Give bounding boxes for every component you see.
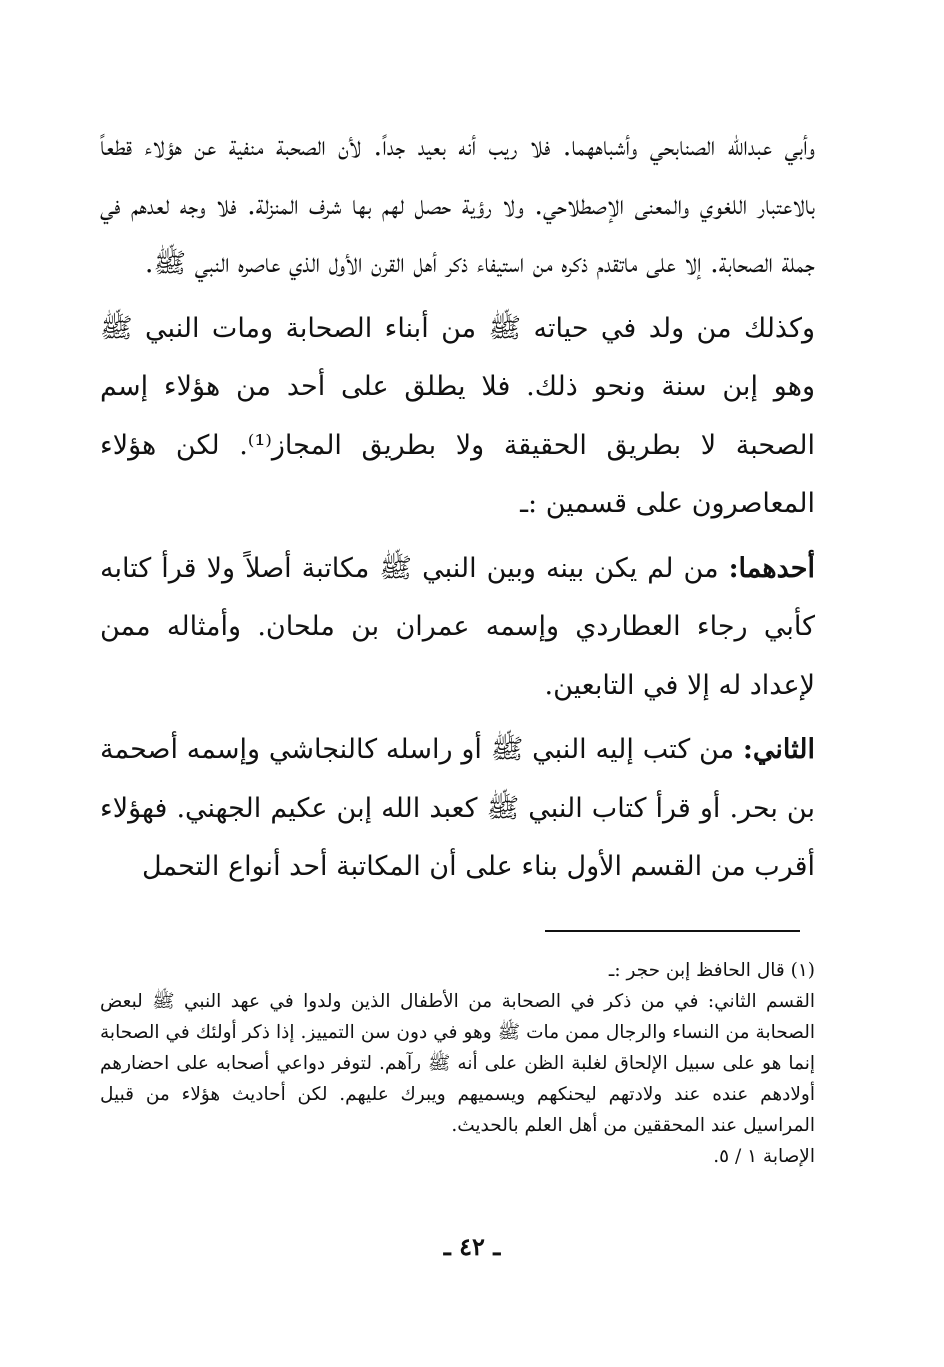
footnote-text: القسم الثاني: في من ذكر في الصحابة من الأطفال الذين ولدوا في عهد النبي ﷺ لبعض الصحابة من النساء والرجال ممن مات ﷺ وهو في دون سن التمييز. إذا ذكر أولئك في الصحابة إنما هو على سبيل الإلحاق لغلبة الظن على أنه ﷺ رآهم. لتوفر دواعي أصحابه على احضارهم أولادهم عنده عند ولادتهم ليحنكهم ويسميهم ويبرك عليهم. لكن أحاديث هؤلاء من قبيل المراسيل عند المحققين من أهل العلم بالحديث.: [100, 991, 815, 1136]
section-second-lead: الثاني:: [742, 734, 815, 765]
section-first-text: من لم يكن بينه وبين النبي ﷺ مكاتبة أصلاً ولا قرأ كتابه كأبي رجاء العطاردي وإسمه عمران بن ملحان. وأمثاله ممن لإعداد له إلا في التابعين.: [100, 552, 815, 701]
footnote-block: [100, 955, 815, 1172]
footnote-heading: (١) قال الحافظ إبن حجر :ـ: [608, 960, 815, 981]
footnote-divider: [545, 930, 800, 932]
page-number: ـ ٤٢ ـ: [443, 1232, 501, 1261]
footnote-source: الإصابة ١ / ٥.: [713, 1146, 815, 1167]
paragraph-1: وأبي عبدالله الصنابحي وأشباههما. فلا ريب أنه بعيد جداً. لأن الصحبة منفية عن هؤلاء قطعاً بالاعتبار اللغوي والمعنى الإصطلاحي. ولا رؤية حصل لهم بها شرف المنزلة. فلا وجه لعدهم في جملة الصحابة. إلا على ماتقدم ذكره من استيفاء ذكر أهل القرن الأول الذي عاصره النبي ﷺ.: [100, 131, 815, 279]
section-first: [100, 540, 815, 716]
main-text: [100, 118, 815, 897]
paragraph-2: وكذلك من ولد في حياته ﷺ من أبناء الصحابة ومات النبي ﷺ وهو إبن سنة ونحو ذلك. فلا يطلق على أحد من هؤلاء إسم الصحبة لا بطريق الحقيقة ولا بطريق المجاز⁽¹⁾. لكن هؤلاء المعاصرون على قسمين :ـ: [100, 312, 815, 519]
section-second: [100, 721, 815, 897]
section-second-text: من كتب إليه النبي ﷺ أو راسله كالنجاشي وإسمه أصحمة بن بحر. أو قرأ كتاب النبي ﷺ كعبد الله إبن عكيم الجهني. فهؤلاء أقرب من القسم الأول بناء على أن المكاتبة أحد أنواع التحمل: [100, 734, 815, 882]
section-first-lead: أحدهما:: [728, 552, 815, 584]
